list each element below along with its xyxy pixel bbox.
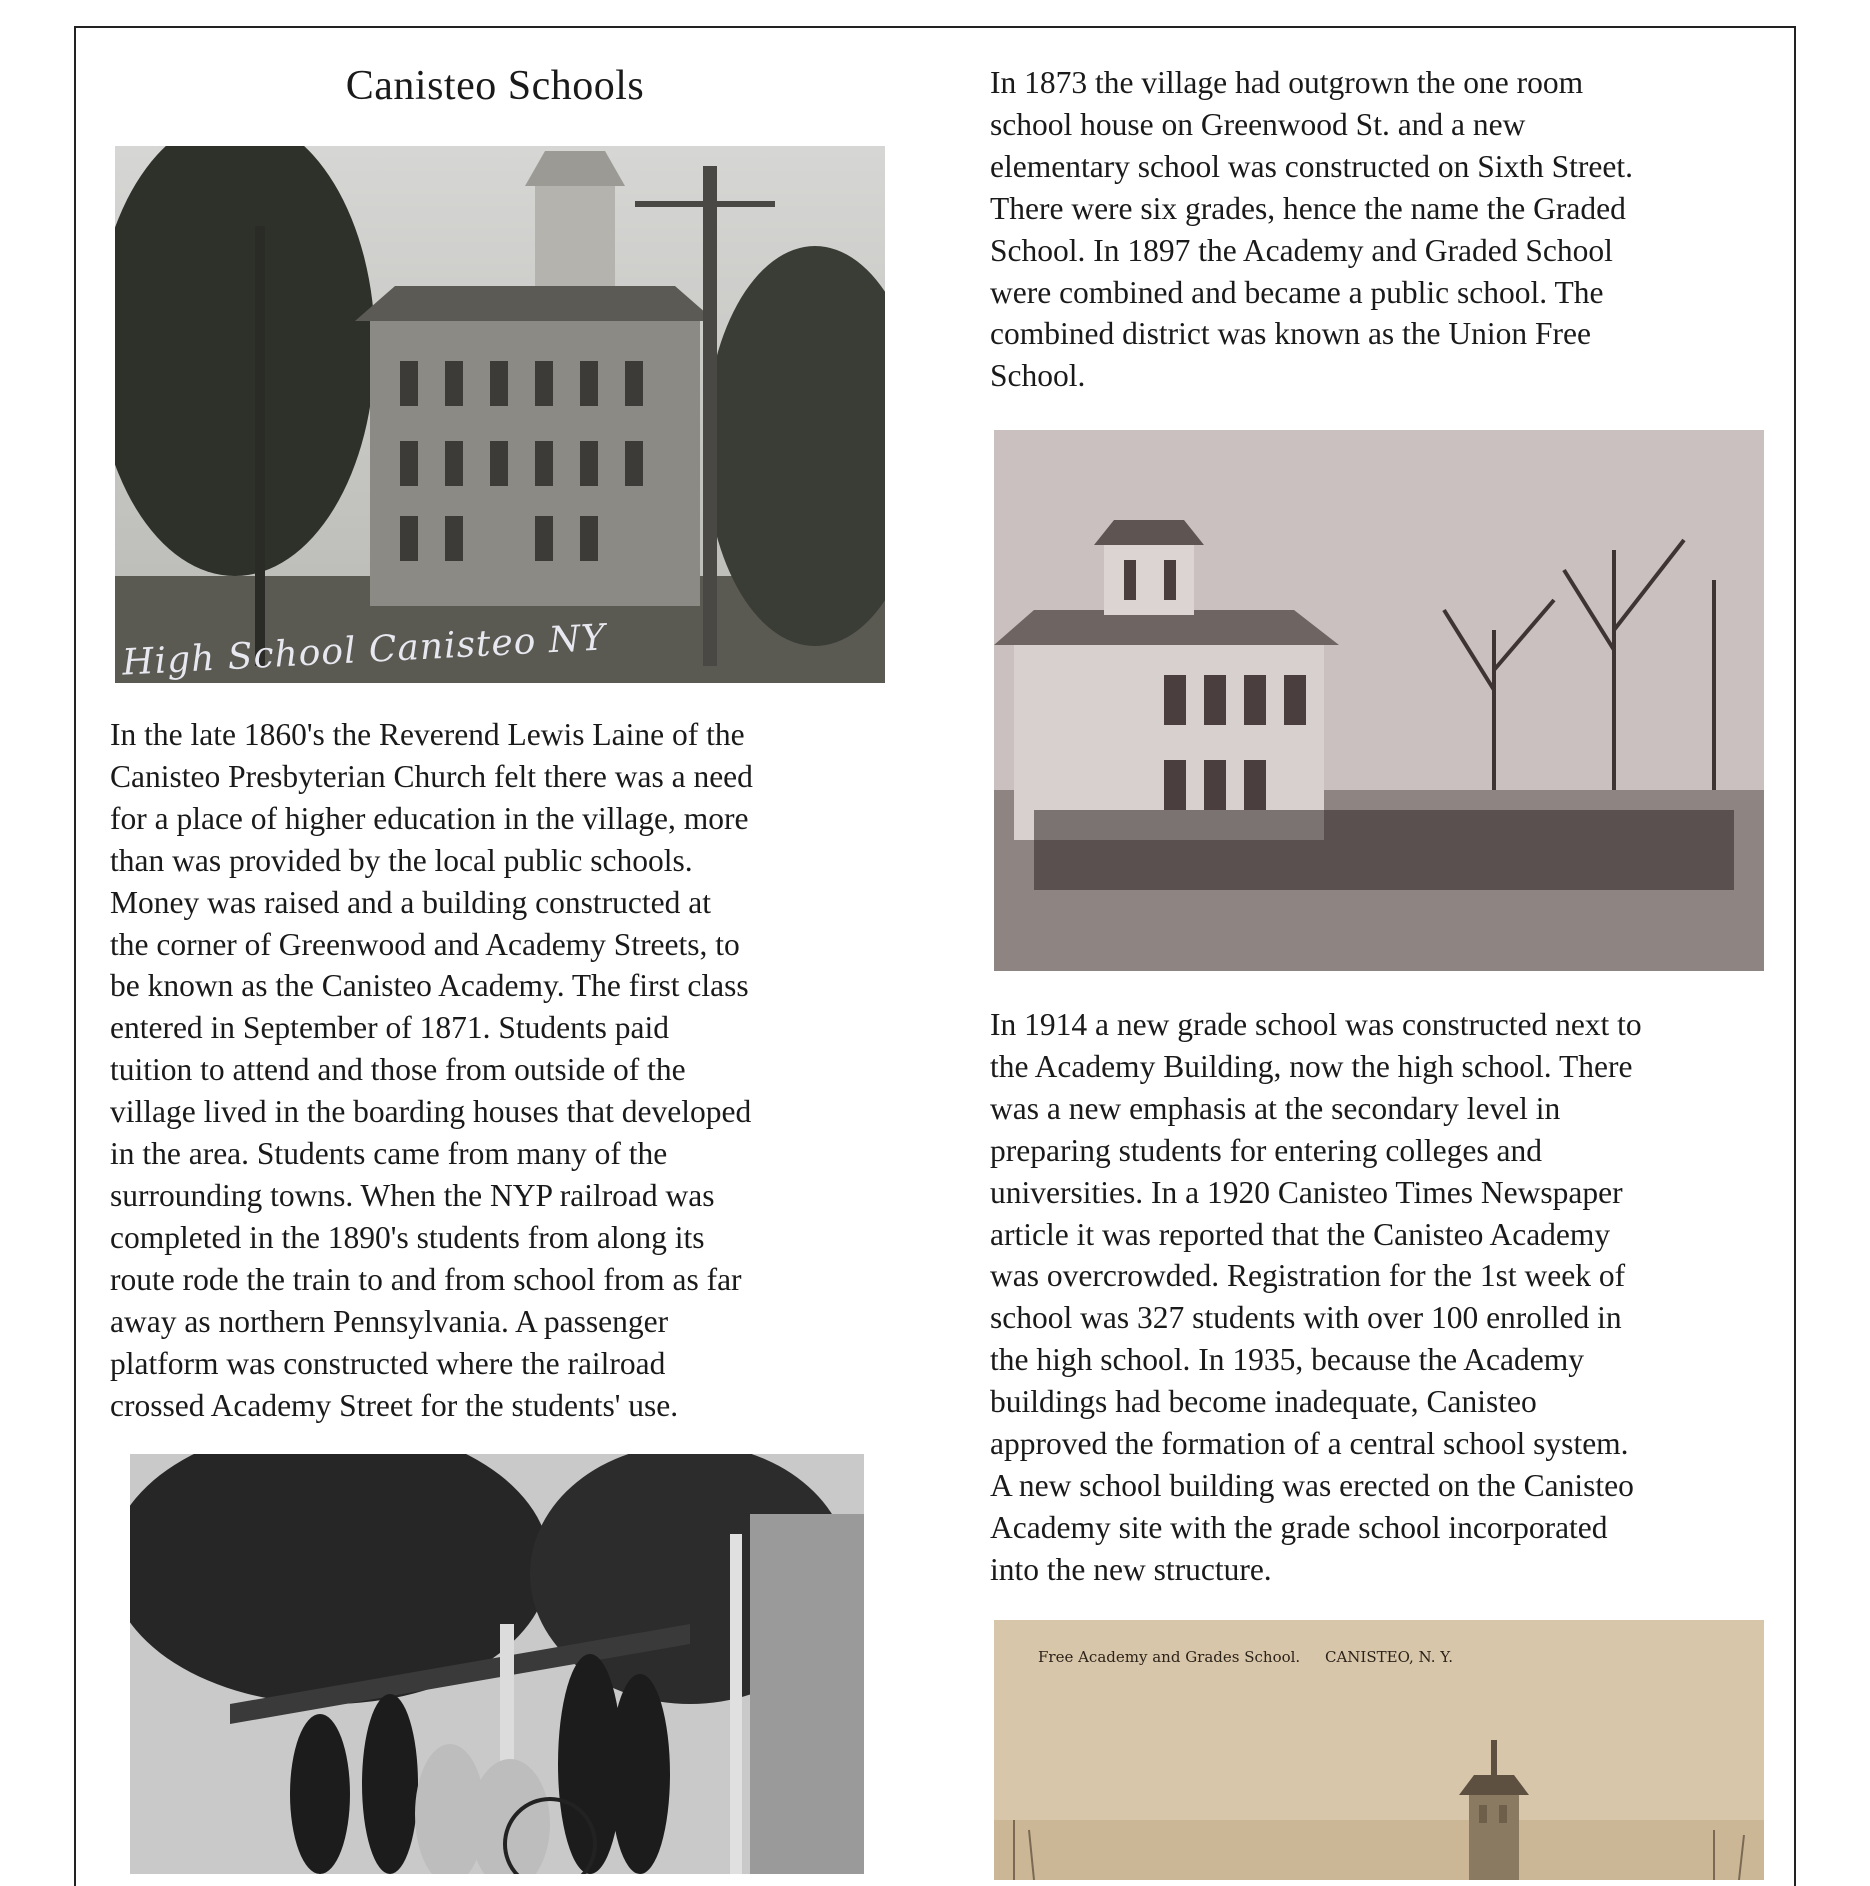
students-platform-photo <box>130 1454 864 1874</box>
postcard-caption-right: CANISTEO, N. Y. <box>1325 1648 1453 1666</box>
page-title: Canisteo Schools <box>345 63 645 109</box>
paragraph-graded-school: In 1873 the village had outgrown the one room school house on Greenwood St. and a new elementary school was constructed on Sixth Street. There were six grades, hence the name the Graded School. In 1897 the Academy and Graded School were combined and became a public school. The combined district was known as the Union Free School. <box>990 65 1633 394</box>
high-school-photo <box>115 146 885 683</box>
photo-handwritten-caption: High School Canisteo NY <box>121 617 607 684</box>
postcard-caption-left: Free Academy and Grades School. <box>1038 1648 1301 1666</box>
paragraph-grade-school-1914: In 1914 a new grade school was constructed next to the Academy Building, now the high school. There was a new emphasis at the secondary level in preparing students for entering colleges and universities. In a 1920 Canisteo Times Newspaper article it was reported that the Canisteo Academy was overcrowded. Registration for the 1st week of school was 327 students with over 100 enrolled in the high school. In 1935, because the Academy buildings had become inadequate, Canisteo approved the formation of a central school system. A new school building was erected on the Canisteo Academy site with the grade school incorporated into the new structure. <box>990 1007 1642 1587</box>
paragraph-academy-history: In the late 1860's the Reverend Lewis Laine of the Canisteo Presbyterian Church felt there was a need for a place of higher education in the village, more than was provided by the local public schools. Money was raised and a building constructed at the corner of Greenwood and Academy Streets, to be known as the Canisteo Academy. The first class entered in September of 1871. Students paid tuition to attend and those from outside of the village lived in the boarding houses that developed in the area. Students came from many of the surrounding towns. When the NYP railroad was completed in the 1890's students from along its route rode the train to and from school from as far away as northern Pennsylvania. A passenger platform was constructed where the railroad crossed Academy Street for the students' use. <box>110 717 753 1423</box>
graded-school-photo <box>994 430 1764 971</box>
